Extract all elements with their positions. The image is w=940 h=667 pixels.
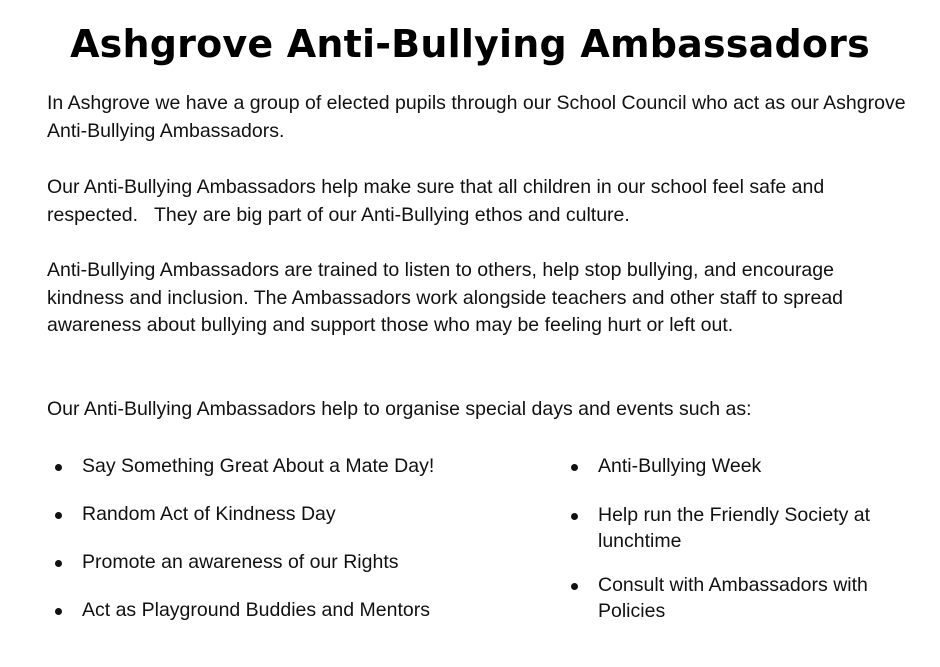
events-intro-paragraph: Our Anti-Bullying Ambassadors help to organise special days and events such as: xyxy=(47,398,752,420)
training-paragraph: Anti-Bullying Ambassadors are trained to listen to others, help stop bullying, and encourage kindness and inclusion. The Ambassadors work alongside teachers and other staff to spread awareness about bullying and support those who may be feeling hurt or left out. xyxy=(47,259,849,336)
page-title: Ashgrove Anti-Bullying Ambassadors xyxy=(70,22,870,66)
list-item-label: Promote an awareness of our Rights xyxy=(82,551,399,573)
list-item xyxy=(563,502,918,554)
bullet-icon xyxy=(55,608,62,615)
list-item-label: Help run the Friendly Society at lunchtime xyxy=(598,504,871,552)
list-item xyxy=(47,549,527,575)
list-item xyxy=(47,501,527,527)
intro-paragraph: In Ashgrove we have a group of elected pupils through our School Council who act as our Ashgrove Anti-Bullying Ambassadors. xyxy=(47,92,910,142)
bullet-icon xyxy=(571,583,578,590)
bullet-icon xyxy=(571,464,578,471)
list-item-label: Anti-Bullying Week xyxy=(598,455,762,477)
list-item-label: Random Act of Kindness Day xyxy=(82,503,336,525)
list-item-label: Consult with Ambassadors with Policies xyxy=(598,574,868,622)
bullet-icon xyxy=(571,513,578,520)
list-item xyxy=(47,453,527,479)
list-item-label: Say Something Great About a Mate Day! xyxy=(82,455,435,477)
list-item xyxy=(563,453,918,479)
bullet-icon xyxy=(55,464,62,471)
bullet-icon xyxy=(55,512,62,519)
list-item xyxy=(563,572,918,624)
list-item-label: Act as Playground Buddies and Mentors xyxy=(82,599,430,621)
purpose-paragraph: Our Anti-Bullying Ambassadors help make sure that all children in our school feel safe and respected. They are big part of our Anti-Bullying ethos and culture. xyxy=(47,176,830,226)
list-item xyxy=(47,597,527,623)
bullet-icon xyxy=(55,560,62,567)
